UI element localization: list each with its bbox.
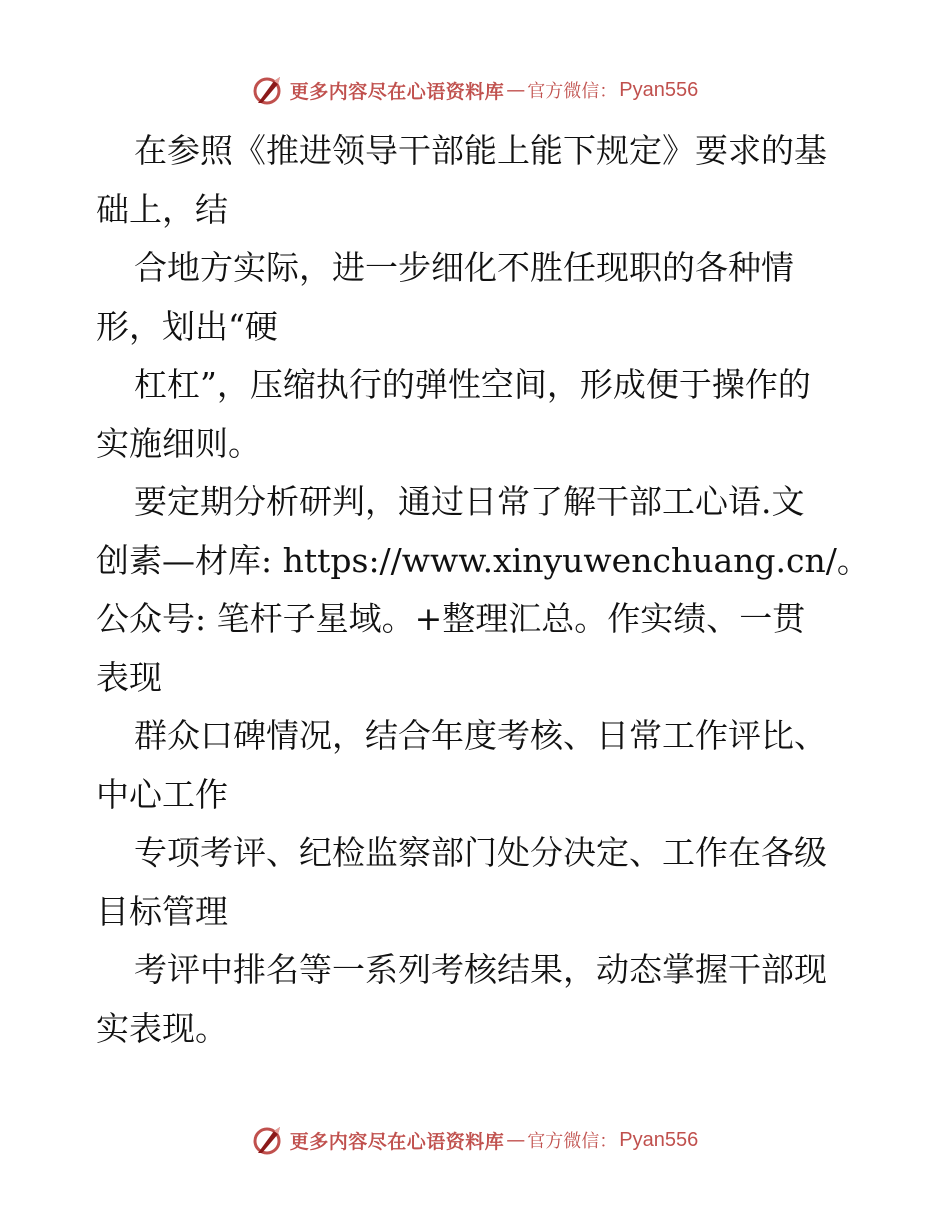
watermark-main-text: 更多内容尽在心语资料库 [289, 1130, 505, 1153]
text-line: 要定期分析研判，通过日常了解干部工心语.文 [134, 482, 805, 521]
text-line: 考评中排名等一系列考核结果，动态掌握干部现 [134, 950, 827, 989]
text-line: 中心工作 [96, 774, 228, 814]
text-line: 表现 [96, 657, 162, 697]
watermark-label: 官方微信： [527, 81, 618, 102]
watermark-dash: — [506, 1129, 526, 1151]
text-line: 合地方实际，进一步细化不胜任现职的各种情 [134, 248, 794, 287]
body-text [96, 122, 870, 1058]
text-line: 在参照《推进领导干部能上能下规定》要求的基 [134, 131, 827, 170]
text-line: 杠杠”，压缩执行的弹性空间，形成便于操作的 [134, 365, 811, 404]
pen-logo-icon [252, 1123, 286, 1157]
text-line: 公众号: 笔杆子星域。+整理汇总。作实绩、一贯 [96, 599, 806, 638]
text-line: 目标管理 [96, 891, 228, 931]
watermark-main-text: 更多内容尽在心语资料库 [289, 80, 505, 103]
text-line: 实施细则。 [96, 423, 261, 463]
text-line: 专项考评、纪检监察部门处分决定、工作在各级 [134, 833, 827, 872]
footer-watermark [0, 1120, 950, 1160]
text-line: 创素—材库: https://www.xinyuwenchuang.cn/。 [96, 540, 870, 580]
watermark-id: Pyan556 [619, 1128, 699, 1151]
text-line: 实表现。 [96, 1008, 228, 1048]
header-watermark [0, 70, 950, 110]
text-line: 础上，结 [96, 189, 228, 229]
text-line: 形，划出“硬 [96, 306, 278, 346]
pen-logo-icon [252, 73, 286, 107]
watermark-id: Pyan556 [619, 78, 699, 101]
text-line: 群众口碑情况，结合年度考核、日常工作评比、 [134, 716, 827, 755]
watermark-dash: — [506, 79, 526, 101]
watermark-label: 官方微信： [527, 1131, 618, 1152]
